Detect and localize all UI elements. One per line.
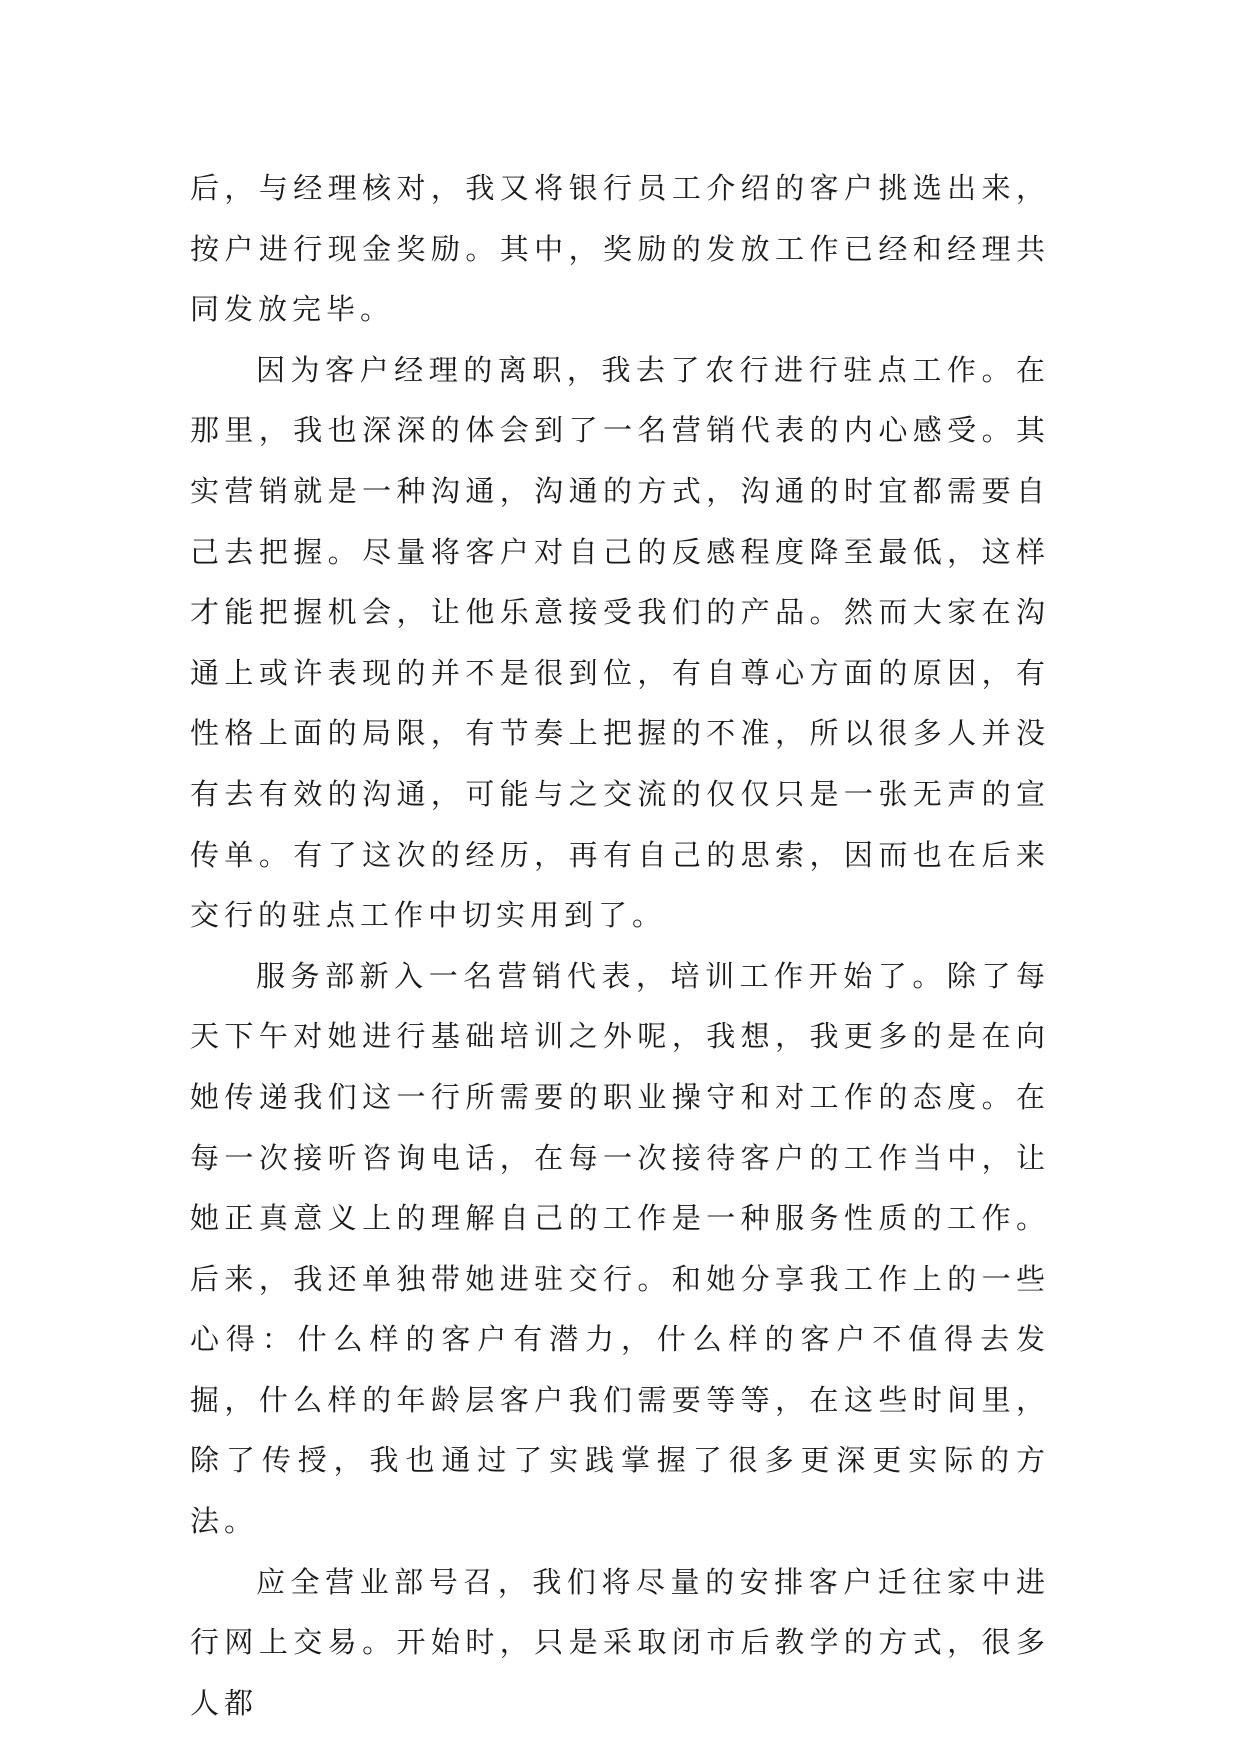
paragraph-2: 因为客户经理的离职，我去了农行进行驻点工作。在那里，我也深深的体会到了一名营销代表的内心感受。其实营销就是一种沟通，沟通的方式，沟通的时宜都需要自己去把握。尽量将客户对自己的反感程度降至最低，这样才能把握机会，让他乐意接受我们的产品。然而大家在沟通上或许表现的并不是很到位，有自尊心方面的原因，有性格上面的局限，有节奏上把握的不准，所以很多人并没有去有效的沟通，可能与之交流的仅仅只是一张无声的宣传单。有了这次的经历，再有自己的思索，因而也在后来交行的驻点工作中切实用到了。 <box>190 352 1050 933</box>
paragraph-1: 后，与经理核对，我又将银行员工介绍的客户挑选出来，按户进行现金奖励。其中，奖励的发放工作已经和经理共同发放完毕。 <box>190 171 1050 327</box>
paragraph-4: 应全营业部号召，我们将尽量的安排客户迁往家中进行网上交易。开始时，只是采取闭市后教学的方式，很多人都 <box>190 1564 1050 1720</box>
document-body <box>190 158 1050 1733</box>
paragraph-3: 服务部新入一名营销代表，培训工作开始了。除了每天下午对她进行基础培训之外呢，我想，我更多的是在向她传递我们这一行所需要的职业操守和对工作的态度。在每一次接听咨询电话，在每一次接待客户的工作当中，让她正真意义上的理解自己的工作是一种服务性质的工作。后来，我还单独带她进驻交行。和她分享我工作上的一些心得：什么样的客户有潜力，什么样的客户不值得去发掘，什么样的年龄层客户我们需要等等，在这些时间里，除了传授，我也通过了实践掌握了很多更深更实际的方法。 <box>190 958 1050 1539</box>
